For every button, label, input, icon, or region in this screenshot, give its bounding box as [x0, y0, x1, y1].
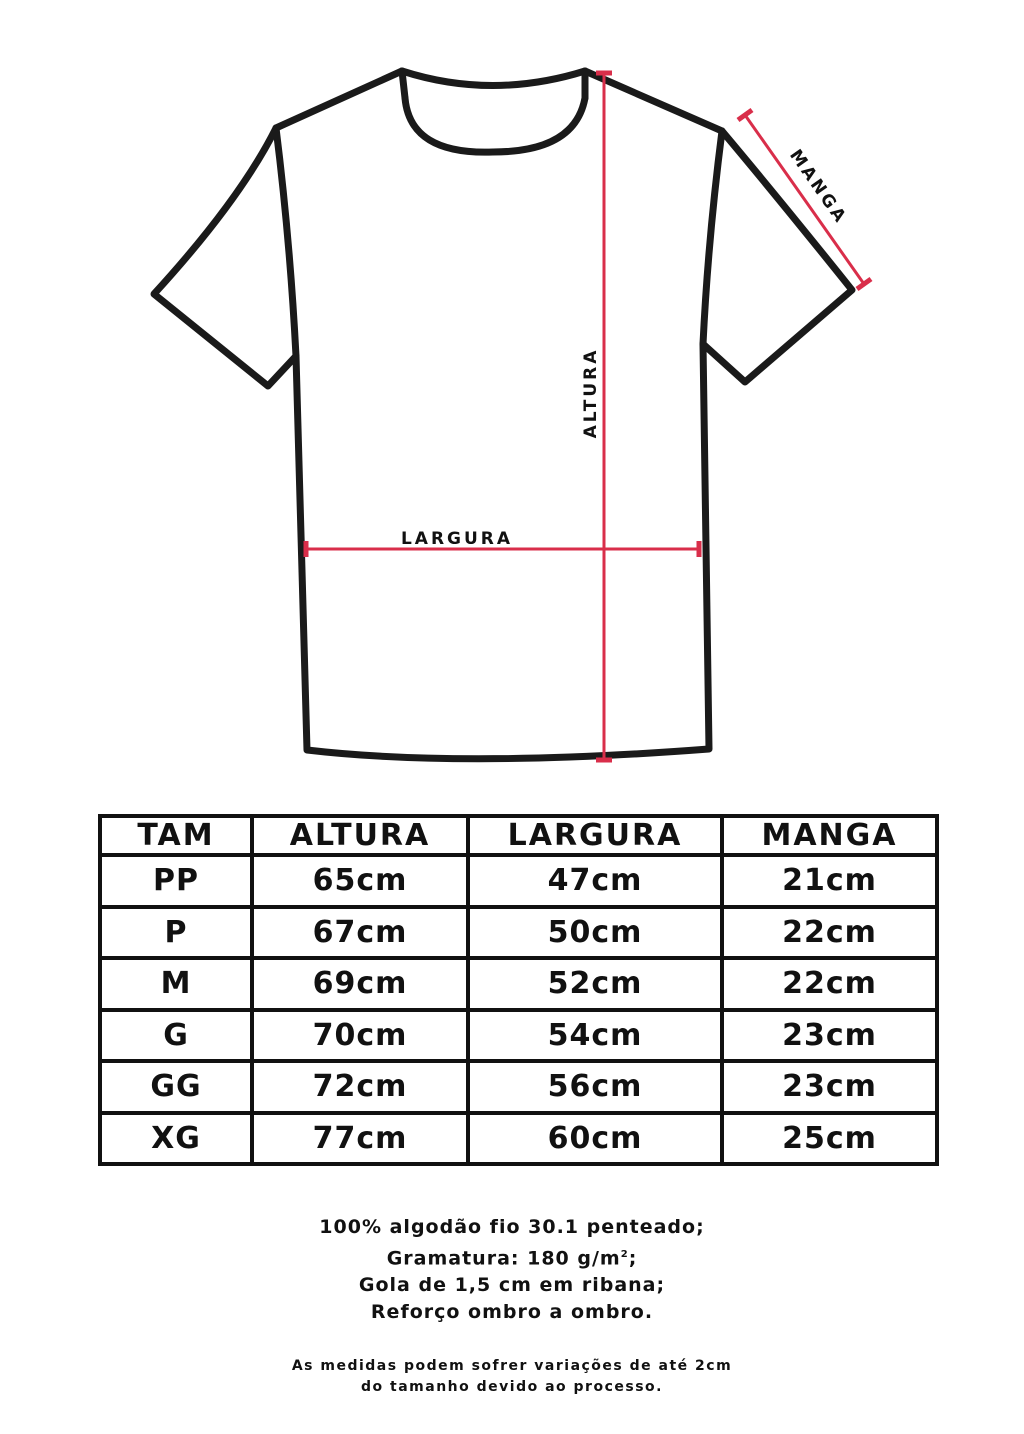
cell-altura: 69cm: [252, 958, 468, 1010]
table-row: [100, 1010, 937, 1062]
cell-manga: 22cm: [722, 907, 937, 959]
cell-size: PP: [100, 855, 252, 907]
table-row: [100, 907, 937, 959]
note-line-2: do tamanho devido ao processo.: [361, 1379, 663, 1395]
cell-size: M: [100, 958, 252, 1010]
cell-manga: 23cm: [722, 1010, 937, 1062]
note-line-1: As medidas podem sofrer variações de até 2cm: [291, 1358, 733, 1374]
size-table: [98, 814, 939, 1166]
header-largura: LARGURA: [468, 816, 722, 855]
cell-largura: 56cm: [468, 1061, 722, 1113]
spec-reinforcement: Reforço ombro a ombro.: [370, 1301, 654, 1324]
table-row: [100, 1113, 937, 1165]
spec-weight-sup: 2: [620, 1249, 629, 1260]
manga-measure: [738, 110, 871, 289]
cell-largura: 52cm: [468, 958, 722, 1010]
header-tam: TAM: [100, 816, 252, 855]
table-row: [100, 855, 937, 907]
cell-altura: 70cm: [252, 1010, 468, 1062]
right-sleeve-seam: [703, 131, 722, 344]
cell-largura: 60cm: [468, 1113, 722, 1165]
cell-manga: 25cm: [722, 1113, 937, 1165]
spec-collar: Gola de 1,5 cm em ribana;: [358, 1274, 666, 1297]
cell-size: XG: [100, 1113, 252, 1165]
spec-weight-text: Gramatura: 180 g/m: [386, 1247, 621, 1270]
cell-altura: 67cm: [252, 907, 468, 959]
cell-altura: 65cm: [252, 855, 468, 907]
cell-manga: 23cm: [722, 1061, 937, 1113]
measurement-note: [0, 1356, 1024, 1398]
table-row: [100, 958, 937, 1010]
manga-label: MANGA: [785, 146, 852, 229]
cell-size: P: [100, 907, 252, 959]
largura-label: LARGURA: [400, 529, 514, 549]
collar-outer: [402, 71, 585, 86]
altura-label: ALTURA: [581, 347, 601, 439]
cell-altura: 72cm: [252, 1061, 468, 1113]
spec-weight: [0, 1241, 1024, 1272]
table-row: [100, 1061, 937, 1113]
collar-inner: [405, 98, 585, 152]
cell-largura: 50cm: [468, 907, 722, 959]
header-manga: MANGA: [722, 816, 937, 855]
table-header-row: [100, 816, 937, 855]
spec-composition: 100% algodão fio 30.1 penteado;: [319, 1216, 705, 1238]
cell-size: GG: [100, 1061, 252, 1113]
fabric-specs: [0, 1214, 1024, 1326]
spec-weight-suffix: ;: [628, 1247, 638, 1270]
cell-largura: 54cm: [468, 1010, 722, 1062]
header-altura: ALTURA: [252, 816, 468, 855]
cell-size: G: [100, 1010, 252, 1062]
cell-manga: 21cm: [722, 855, 937, 907]
cell-largura: 47cm: [468, 855, 722, 907]
tshirt-outline: [154, 71, 852, 759]
cell-altura: 77cm: [252, 1113, 468, 1165]
cell-manga: 22cm: [722, 958, 937, 1010]
left-sleeve-seam: [276, 128, 296, 356]
